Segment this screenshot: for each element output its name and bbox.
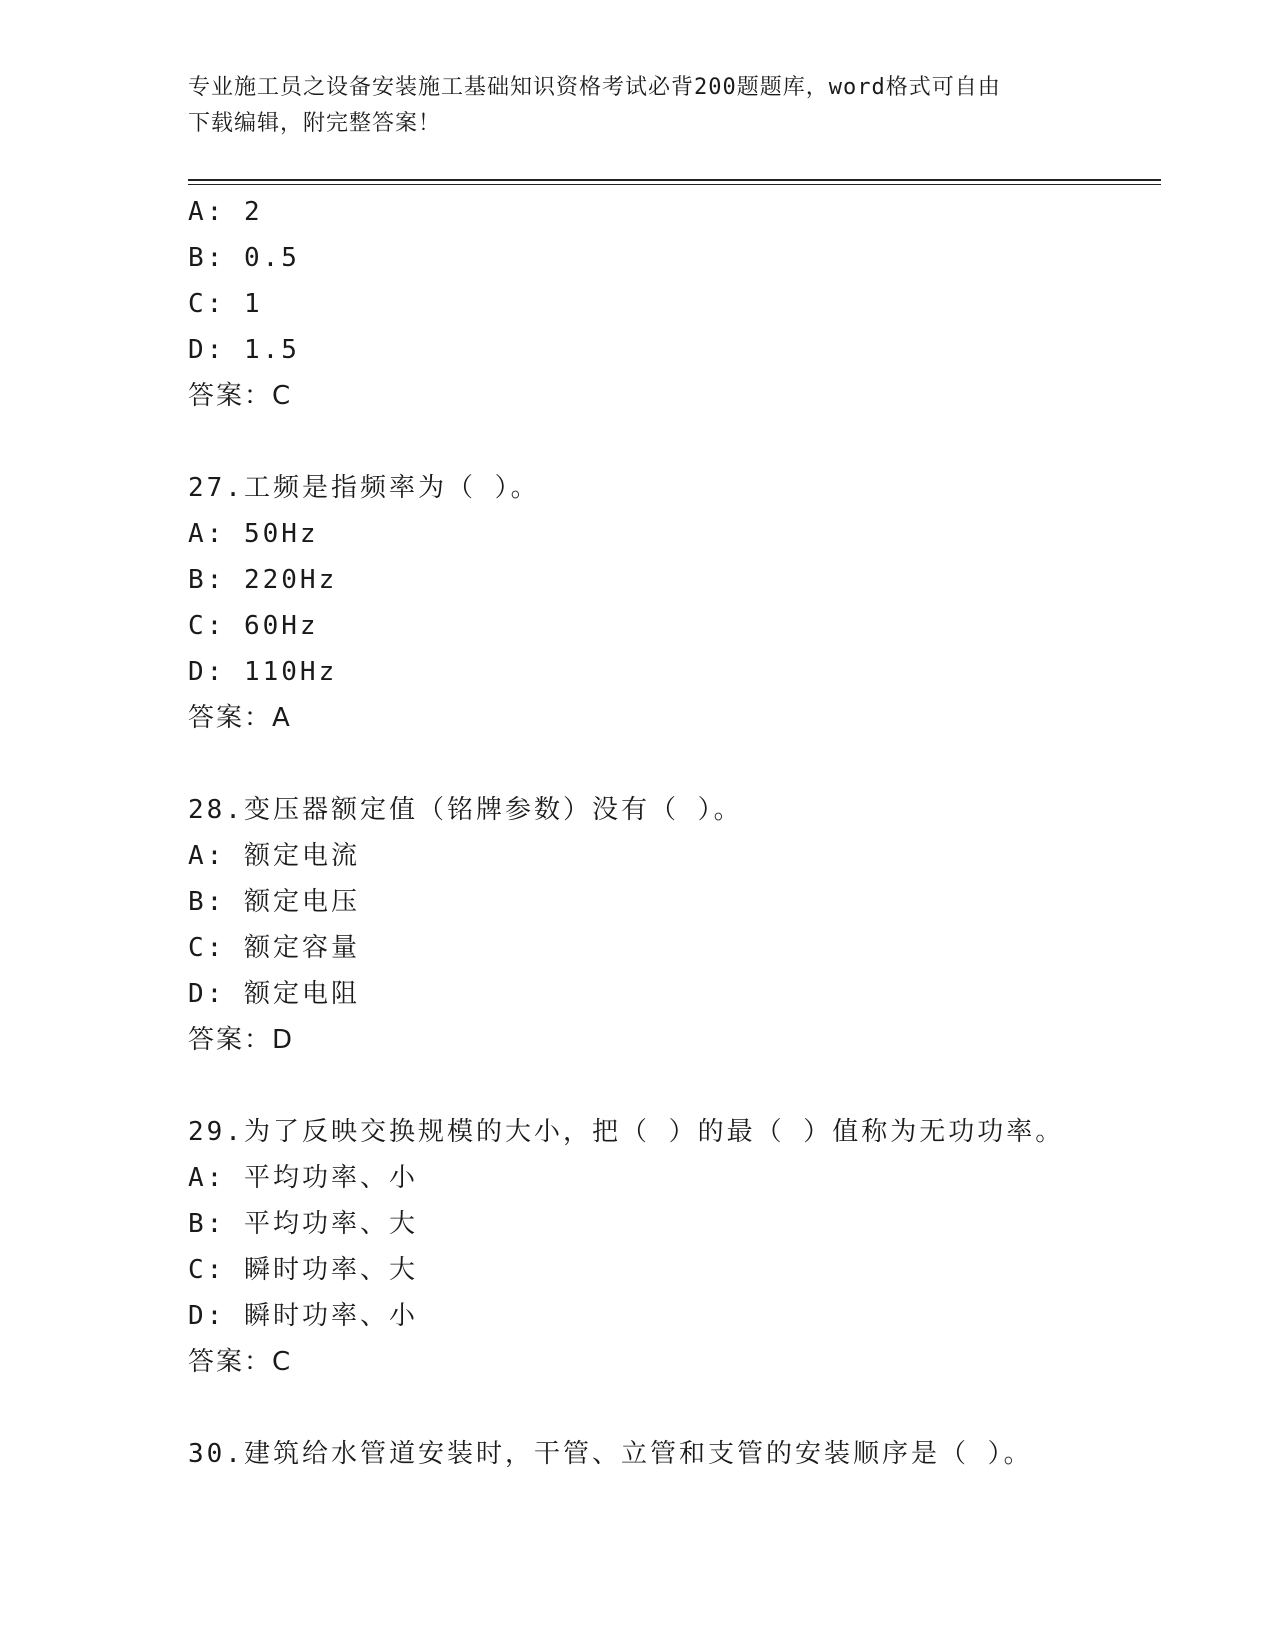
option-a: A: 平均功率、小 — [188, 1163, 418, 1193]
answer: 答案：A — [188, 703, 292, 733]
option-c: C: 1 — [188, 289, 263, 319]
header-line-1: 专业施工员之设备安装施工基础知识资格考试必背200题题库，word格式可自由 — [188, 75, 1001, 100]
option-c: C: 瞬时功率、大 — [188, 1255, 418, 1285]
option-d: D: 1.5 — [188, 335, 300, 365]
question-list — [188, 189, 1161, 1477]
spacer — [188, 741, 1161, 787]
option-d: D: 瞬时功率、小 — [188, 1301, 418, 1331]
question-text: 28.变压器额定值（铭牌参数）没有（ ）。 — [188, 795, 743, 825]
answer: 答案：C — [188, 1347, 293, 1377]
option-a: A: 2 — [188, 197, 263, 227]
question-block — [188, 465, 1161, 741]
question-text: 30.建筑给水管道安装时，干管、立管和支管的安装顺序是（ ）。 — [188, 1439, 1033, 1469]
spacer — [188, 419, 1161, 465]
option-b: B: 额定电压 — [188, 887, 360, 917]
spacer — [188, 1385, 1161, 1431]
question-block — [188, 1431, 1161, 1477]
option-b: B: 0.5 — [188, 243, 300, 273]
header-divider-thin — [188, 184, 1161, 185]
header-line-2: 下载编辑，附完整答案！ — [188, 111, 442, 136]
option-b: B: 220Hz — [188, 565, 338, 595]
option-b: B: 平均功率、大 — [188, 1209, 418, 1239]
option-a: A: 额定电流 — [188, 841, 360, 871]
header-divider — [188, 179, 1161, 181]
option-d: D: 额定电阻 — [188, 979, 360, 1009]
question-block — [188, 787, 1161, 1063]
document-header — [188, 70, 1088, 142]
spacer — [188, 1063, 1161, 1109]
answer: 答案：C — [188, 381, 293, 411]
question-text: 29.为了反映交换规模的大小，把（ ）的最（ ）值称为无功功率。 — [188, 1117, 1065, 1147]
option-c: C: 额定容量 — [188, 933, 360, 963]
question-text: 27.工频是指频率为（ ）。 — [188, 473, 540, 503]
question-block — [188, 1109, 1161, 1385]
option-d: D: 110Hz — [188, 657, 338, 687]
option-a: A: 50Hz — [188, 519, 319, 549]
question-block — [188, 189, 1161, 419]
option-c: C: 60Hz — [188, 611, 319, 641]
answer: 答案：D — [188, 1025, 295, 1055]
